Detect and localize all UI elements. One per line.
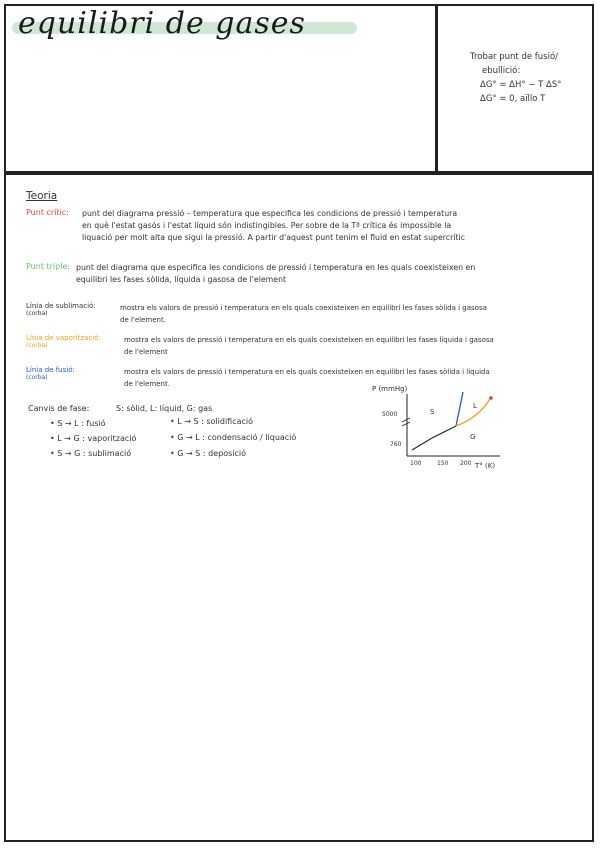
definition-line: punt del diagrama que especifica les condicions de pressió i temperatura en les quals coexisteixen en <box>76 263 476 272</box>
page-title: equilibri de gases <box>18 6 306 41</box>
definition-linia-vaporitzacio <box>124 334 586 358</box>
header-column-divider <box>435 4 438 173</box>
definition-linia-sublimacio <box>120 302 585 326</box>
canvis-item: • G → L : condensació / liquació <box>170 433 297 442</box>
term-sub: (corba) <box>26 342 48 349</box>
fusion-curve <box>456 392 463 426</box>
definition-punt-critic <box>82 208 582 244</box>
term-label: Línia de vaporització: <box>26 334 101 342</box>
axis-break <box>402 422 410 426</box>
term-sub: (corba) <box>26 310 48 317</box>
canvis-item: • G → S : deposició <box>170 449 246 458</box>
term-label: Línia de sublimació: <box>26 302 96 310</box>
side-note-line: Trobar punt de fusió/ <box>470 52 559 62</box>
definition-line: equilibri les fases sòlida, líquida i gasosa de l'element <box>76 275 287 284</box>
term-sub: (corba) <box>26 374 48 381</box>
canvis-heading: Canvis de fase: <box>28 404 90 413</box>
definition-line: punt del diagrama pressió – temperatura que especifica les condicions de pressió i temperatura <box>82 209 458 218</box>
canvis-item: • L → G : vaporització <box>50 434 137 443</box>
region-label-liquid: L <box>473 402 477 410</box>
axis-break <box>402 418 410 422</box>
definition-line: liquació per molt alta que sigui la pressió. A partir d'aquest punt tenim el fluid en estat supercrític <box>82 233 465 242</box>
side-note-line: ebullició: <box>482 66 521 76</box>
definition-line: de l'element. <box>120 316 166 324</box>
region-label-gas: G <box>470 433 476 441</box>
term-linia-sublimacio <box>26 302 96 317</box>
term-label: Línia de fusió: <box>26 366 75 374</box>
definition-line: mostra els valors de pressió i temperatura en els quals coexisteixen en equilibri les fases sòlida i líquida <box>124 368 490 376</box>
definition-line: mostra els valors de pressió i temperatura en els quals coexisteixen en equilibri les fases sòlida i gasosa <box>120 304 487 312</box>
term-punt-critic: Punt crític: <box>26 208 69 217</box>
canvis-legend: S: sòlid, L: líquid, G: gas <box>116 404 213 413</box>
critical-point-marker <box>489 396 493 400</box>
section-heading: Teoria <box>26 190 58 202</box>
phase-diagram <box>360 378 520 478</box>
definition-line: mostra els valors de pressió i temperatura en els quals coexisteixen en equilibri les fases líquida i gasosa <box>124 336 494 344</box>
canvis-item: • S → L : fusió <box>50 419 106 428</box>
tick-label-x: 150 <box>437 460 449 467</box>
region-label-solid: S <box>430 408 435 416</box>
tick-label-y: 5000 <box>382 411 398 418</box>
term-linia-vaporitzacio <box>26 334 101 349</box>
tick-label-y: 760 <box>390 441 402 448</box>
canvis-item: • S → G : sublimació <box>50 449 132 458</box>
side-note-formula: ΔG° = 0, aïllo T <box>480 94 546 104</box>
definition-line: de l'element. <box>124 380 170 388</box>
side-note-formula: ΔG° = ΔH° − T ΔS° <box>480 80 562 90</box>
tick-label-x: 100 <box>410 460 422 467</box>
axis-label-x: T° (K) <box>475 462 496 470</box>
header-divider <box>4 171 594 175</box>
definition-line: en què l'estat gasós i l'estat líquid són indistingibles. Per sobre de la Tª crítica és impossible la <box>82 221 452 230</box>
canvis-item: • L → S : solidificació <box>170 417 254 426</box>
sublimation-curve <box>412 426 456 450</box>
tick-label-x: 200 <box>460 460 472 467</box>
side-note <box>470 50 562 106</box>
term-linia-fusio <box>26 366 75 381</box>
definition-punt-triple <box>76 262 581 286</box>
axis-label-y: P (mmHg) <box>372 385 408 393</box>
definition-line: de l'element <box>124 348 168 356</box>
term-punt-triple: Punt triple: <box>26 262 71 271</box>
